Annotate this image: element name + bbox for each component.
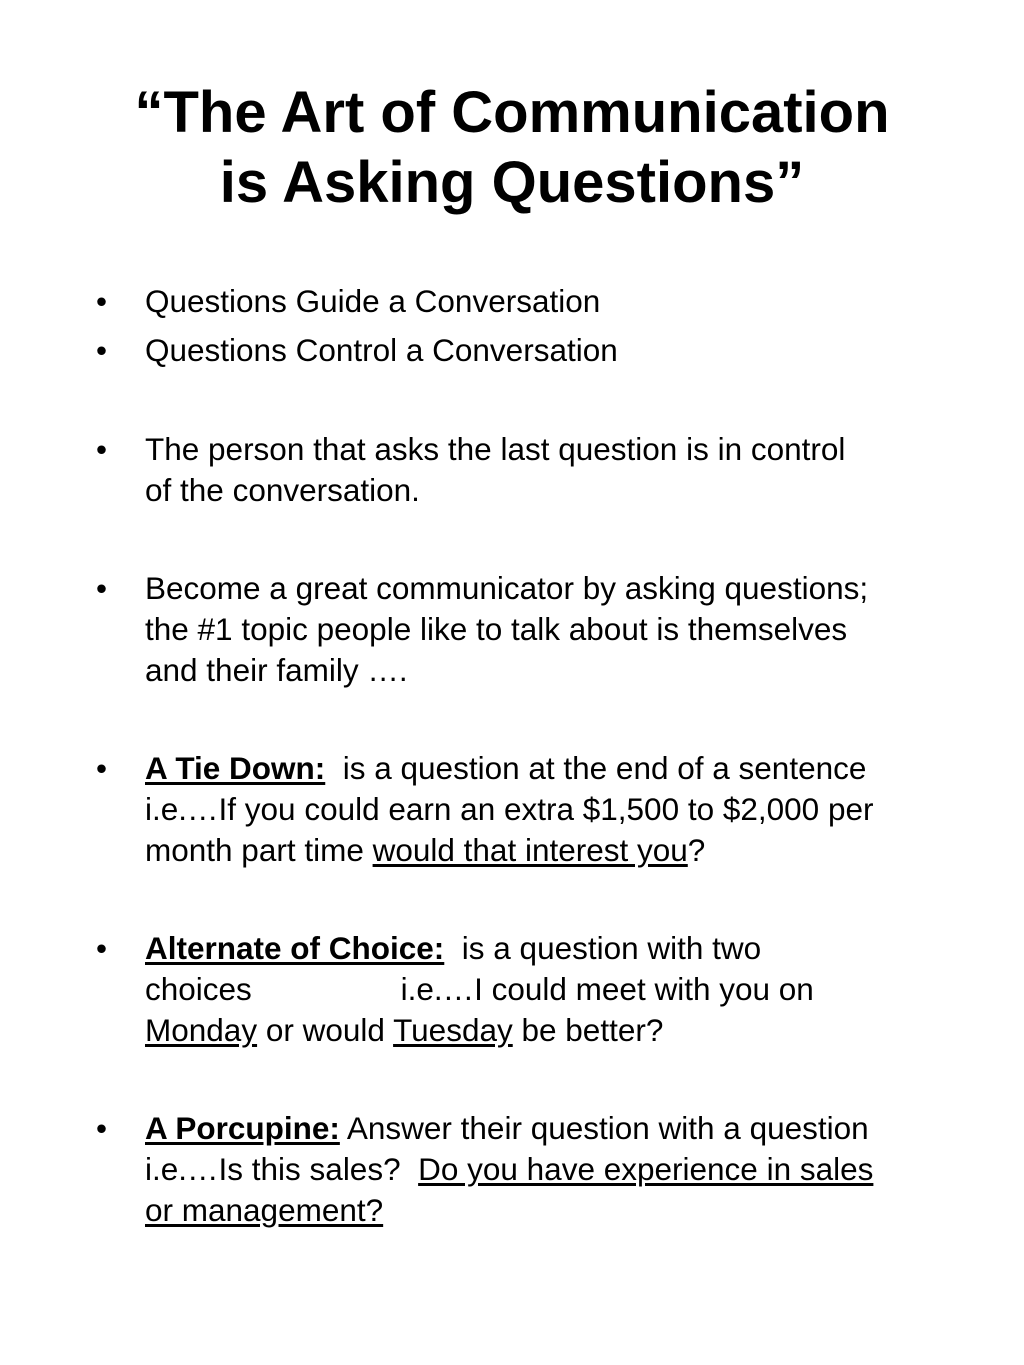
choice-monday: Monday — [145, 1012, 258, 1048]
term-porcupine: A Porcupine: — [145, 1110, 340, 1146]
bullet-icon: • — [96, 750, 108, 786]
example-punctuation: ? — [687, 832, 706, 868]
bullet-icon: • — [96, 431, 108, 467]
term-tie-down: A Tie Down: — [145, 750, 326, 786]
term-definition: is a question at the end of a sentence — [325, 750, 867, 786]
example-question-continued: or management? — [145, 1192, 384, 1228]
bullet-icon: • — [96, 332, 108, 368]
term-definition: is a question with two — [444, 930, 762, 966]
bullet-icon: • — [96, 570, 108, 606]
bullet-text — [145, 429, 975, 511]
choice-tuesday: Tuesday — [393, 1012, 513, 1048]
bullet-line: Questions Guide a Conversation — [145, 283, 601, 319]
bullet-icon: • — [96, 283, 108, 319]
bullet-line — [145, 1010, 975, 1051]
example-question: Do you have experience in sales — [418, 1151, 874, 1187]
bullet-line: and their family …. — [145, 652, 408, 688]
bullet-line: Questions Control a Conversation — [145, 332, 618, 368]
bullet-text — [145, 281, 975, 322]
example-text: month part time — [145, 832, 373, 868]
bullet-line — [145, 1149, 975, 1190]
term-alternate-of-choice: Alternate of Choice: — [145, 930, 445, 966]
bullet-text — [145, 330, 975, 371]
bullet-line — [145, 748, 975, 789]
slide-title — [40, 78, 984, 218]
bullet-line — [145, 1108, 975, 1149]
example-text: i.e.…Is this sales? — [145, 1151, 419, 1187]
bullet-line — [145, 928, 975, 969]
example-question: would that interest you — [372, 832, 688, 868]
example-text: be better? — [512, 1012, 664, 1048]
term-definition: Answer their question with a question — [339, 1110, 869, 1146]
bullet-icon: • — [96, 1110, 108, 1146]
bullet-text — [145, 928, 975, 1051]
bullet-line — [145, 830, 975, 871]
bullet-text — [145, 748, 975, 871]
bullet-line — [145, 1190, 975, 1231]
bullet-line: The person that asks the last question is in control — [145, 431, 846, 467]
bullet-icon: • — [96, 930, 108, 966]
bullet-text — [145, 1108, 975, 1231]
bullet-line: the #1 topic people like to talk about is themselves — [145, 611, 848, 647]
bullet-text — [145, 568, 975, 691]
title-line-2: is Asking Questions” — [219, 150, 805, 215]
title-line-1: “The Art of Communication — [134, 80, 890, 145]
example-text: or would — [257, 1012, 394, 1048]
bullet-line: choices i.e.…I could meet with you on — [145, 971, 814, 1007]
bullet-line: Become a great communicator by asking questions; — [145, 570, 869, 606]
bullet-line: i.e.…If you could earn an extra $1,500 to $2,000 per — [145, 791, 874, 827]
bullet-line: of the conversation. — [145, 472, 420, 508]
